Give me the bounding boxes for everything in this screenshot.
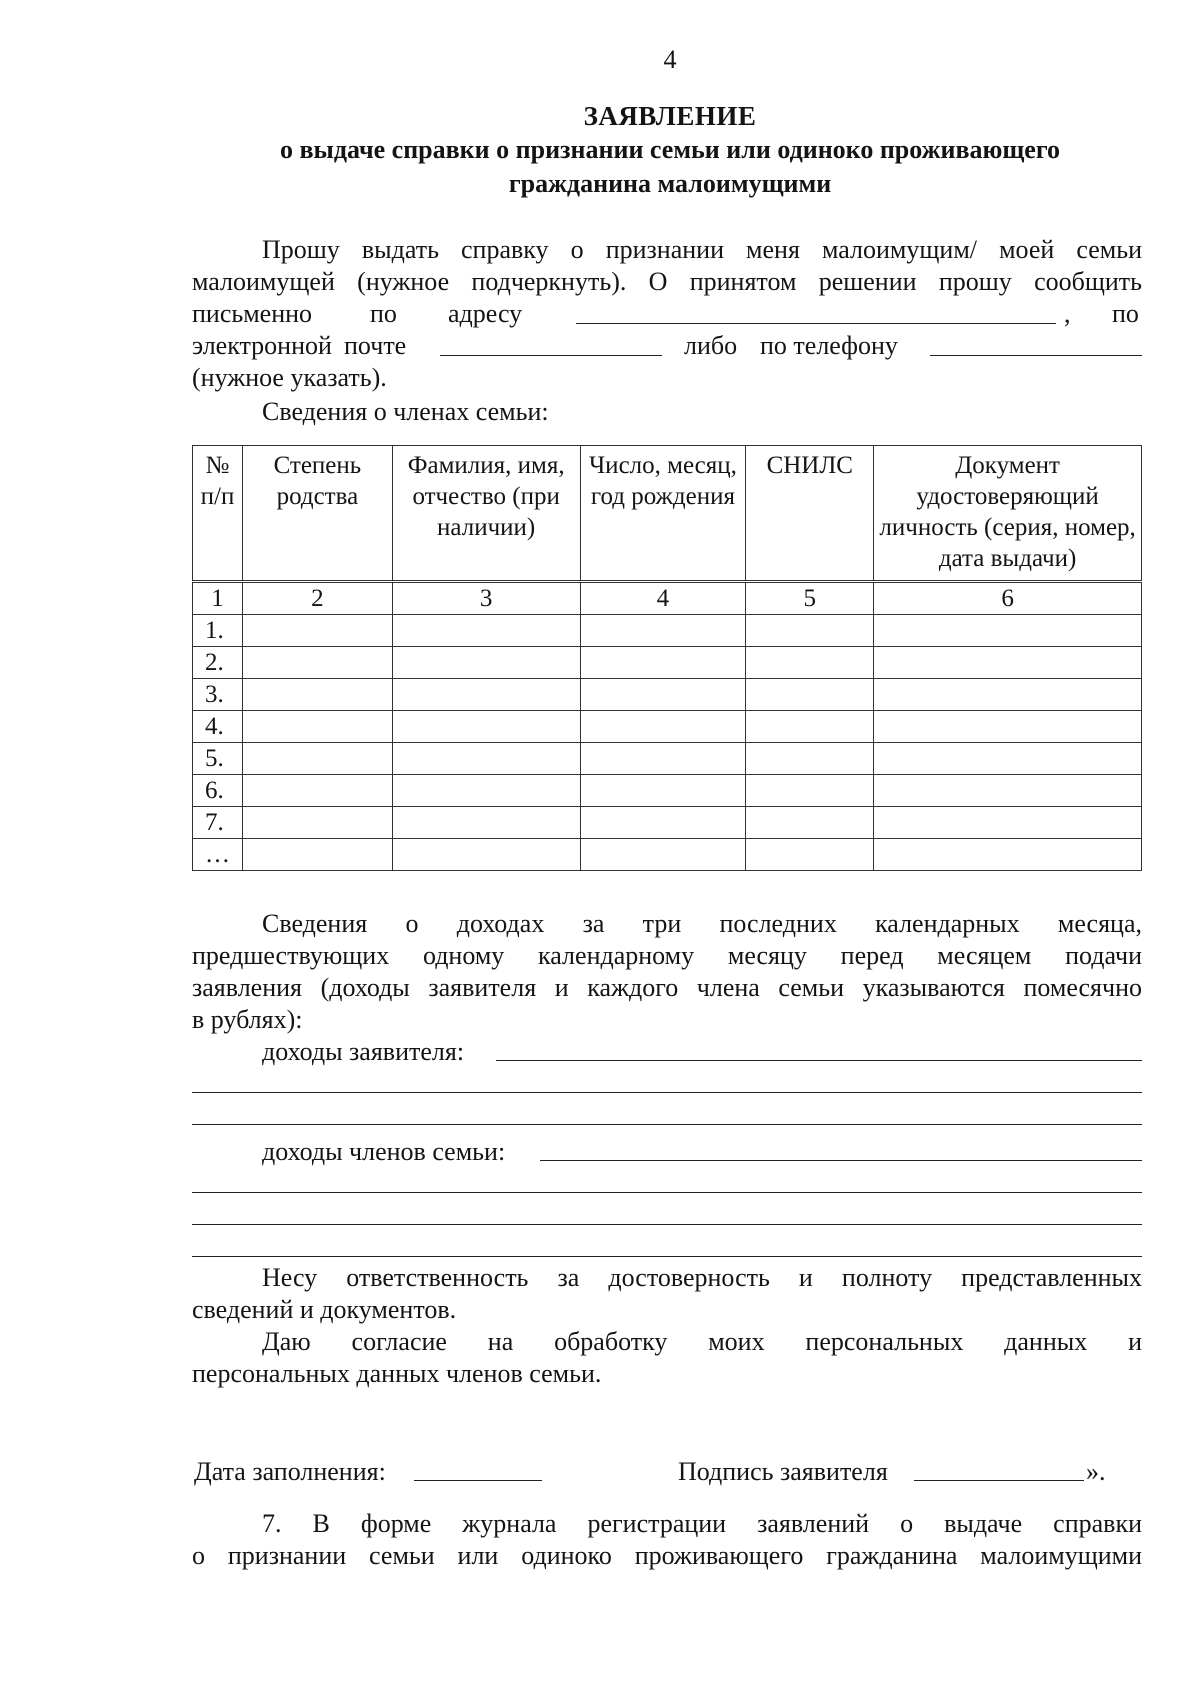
table-cell[interactable] xyxy=(746,743,874,775)
table-cell[interactable] xyxy=(746,775,874,807)
members-income-field-3[interactable] xyxy=(192,1224,1142,1225)
row-index: 5. xyxy=(193,743,243,775)
table-cell[interactable] xyxy=(392,615,580,647)
email-field[interactable] xyxy=(440,355,662,356)
request-word-po: по xyxy=(370,299,397,328)
income-line-2: предшествующих одному календарному месяцу перед месяцем подачи xyxy=(192,941,1142,970)
table-cell[interactable] xyxy=(580,679,746,711)
request-word-adresu: адресу xyxy=(448,299,523,328)
request-word-po-2: по xyxy=(1112,299,1139,328)
table-cell[interactable] xyxy=(392,743,580,775)
table-row xyxy=(193,807,1142,839)
table-cell[interactable] xyxy=(392,839,580,871)
responsibility-line-2: сведений и документов. xyxy=(192,1295,457,1324)
table-cell[interactable] xyxy=(580,647,746,679)
members-income-field-2[interactable] xyxy=(192,1192,1142,1193)
document-subtitle-line-1: о выдаче справки о признании семьи или одиноко проживающего xyxy=(280,135,1060,164)
income-line-4: в рублях): xyxy=(192,1005,303,1034)
column-numbers-row xyxy=(193,582,1142,615)
table-cell[interactable] xyxy=(746,679,874,711)
table-cell[interactable] xyxy=(580,615,746,647)
table-cell[interactable] xyxy=(874,807,1142,839)
applicant-income-field-3[interactable] xyxy=(192,1124,1142,1125)
table-row xyxy=(193,679,1142,711)
table-cell[interactable] xyxy=(874,679,1142,711)
members-income-field-4[interactable] xyxy=(192,1256,1142,1257)
table-cell[interactable] xyxy=(242,743,392,775)
request-comma: , xyxy=(1064,299,1071,328)
table-cell[interactable] xyxy=(392,679,580,711)
family-members-table xyxy=(192,445,1142,871)
column-number: 5 xyxy=(746,582,874,615)
row-index: 1. xyxy=(193,615,243,647)
header-relation: Степень родства xyxy=(242,446,392,582)
table-cell[interactable] xyxy=(580,807,746,839)
table-cell[interactable] xyxy=(746,839,874,871)
footer-line-2: о признании семьи или одиноко проживающего гражданина малоимущими xyxy=(192,1541,1142,1570)
request-word-libo: либо xyxy=(684,331,738,360)
table-cell[interactable] xyxy=(874,743,1142,775)
responsibility-line-1: Несу ответственность за достоверность и полноту представленных xyxy=(262,1263,1142,1292)
table-row xyxy=(193,743,1142,775)
table-cell[interactable] xyxy=(242,615,392,647)
table-cell[interactable] xyxy=(874,775,1142,807)
table-cell[interactable] xyxy=(392,711,580,743)
column-number: 1 xyxy=(193,582,243,615)
consent-line-1: Даю согласие на обработку моих персональных данных и xyxy=(262,1327,1142,1356)
request-word-pismenno: письменно xyxy=(192,299,313,328)
column-number: 3 xyxy=(392,582,580,615)
applicant-income-label: доходы заявителя: xyxy=(262,1037,465,1066)
members-income-label: доходы членов семьи: xyxy=(262,1137,506,1166)
applicant-income-field-2[interactable] xyxy=(192,1092,1142,1093)
table-cell[interactable] xyxy=(392,647,580,679)
table-cell[interactable] xyxy=(874,615,1142,647)
phone-field[interactable] xyxy=(930,355,1142,356)
request-word-elektronnoy: электронной xyxy=(192,331,332,360)
date-label: Дата заполнения: xyxy=(194,1457,386,1486)
income-line-1: Сведения о доходах за три последних календарных месяца, xyxy=(262,909,1142,938)
signature-end-quote: ». xyxy=(1086,1457,1106,1486)
table-cell[interactable] xyxy=(242,775,392,807)
column-number: 4 xyxy=(580,582,746,615)
table-cell[interactable] xyxy=(580,743,746,775)
page-number: 4 xyxy=(663,45,677,74)
request-word-pochte: почте xyxy=(344,331,407,360)
document-title: ЗАЯВЛЕНИЕ xyxy=(583,101,757,131)
table-cell[interactable] xyxy=(874,647,1142,679)
table-cell[interactable] xyxy=(580,839,746,871)
request-word-po-telefonu: по телефону xyxy=(760,331,898,360)
table-cell[interactable] xyxy=(392,807,580,839)
table-cell[interactable] xyxy=(580,711,746,743)
table-cell[interactable] xyxy=(392,775,580,807)
row-index: … xyxy=(193,839,243,871)
table-cell[interactable] xyxy=(746,807,874,839)
table-cell[interactable] xyxy=(874,839,1142,871)
table-row xyxy=(193,775,1142,807)
header-birth-date: Число, месяц, год рождения xyxy=(580,446,746,582)
request-line-1: Прошу выдать справку о признании меня малоимущим/ моей семьи xyxy=(262,235,1142,264)
row-index: 2. xyxy=(193,647,243,679)
header-id-document: Документ удостоверяющий личность (серия, номер, дата выдачи) xyxy=(874,446,1142,582)
document-subtitle-line-2: гражданина малоимущими xyxy=(508,169,832,198)
table-cell[interactable] xyxy=(242,647,392,679)
header-number: № п/п xyxy=(193,446,243,582)
address-field[interactable] xyxy=(576,323,1056,324)
row-index: 4. xyxy=(193,711,243,743)
request-line-2: малоимущей (нужное подчеркнуть). О принятом решении прошу сообщить xyxy=(192,267,1142,296)
table-header-row xyxy=(193,446,1142,582)
table-cell[interactable] xyxy=(242,679,392,711)
table-cell[interactable] xyxy=(746,647,874,679)
income-line-3: заявления (доходы заявителя и каждого члена семьи указываются помесячно xyxy=(192,973,1142,1002)
header-snils: СНИЛС xyxy=(746,446,874,582)
members-income-field-1[interactable] xyxy=(540,1160,1142,1161)
row-index: 7. xyxy=(193,807,243,839)
header-full-name: Фамилия, имя, отчество (при наличии) xyxy=(392,446,580,582)
row-index: 3. xyxy=(193,679,243,711)
request-line-5: (нужное указать). xyxy=(192,363,387,392)
table-row xyxy=(193,647,1142,679)
table-cell[interactable] xyxy=(580,775,746,807)
column-number: 6 xyxy=(874,582,1142,615)
table-cell[interactable] xyxy=(242,711,392,743)
table-row xyxy=(193,839,1142,871)
consent-line-2: персональных данных членов семьи. xyxy=(192,1359,602,1388)
table-cell[interactable] xyxy=(746,615,874,647)
column-number: 2 xyxy=(242,582,392,615)
table-cell[interactable] xyxy=(746,711,874,743)
table-row xyxy=(193,615,1142,647)
table-cell[interactable] xyxy=(242,807,392,839)
footer-line-1: 7. В форме журнала регистрации заявлений о выдаче справки xyxy=(262,1509,1142,1538)
row-index: 6. xyxy=(193,775,243,807)
date-field[interactable] xyxy=(414,1480,542,1481)
signature-field[interactable] xyxy=(914,1480,1084,1481)
table-cell[interactable] xyxy=(242,839,392,871)
applicant-income-field-1[interactable] xyxy=(496,1060,1142,1061)
signature-label: Подпись заявителя xyxy=(678,1457,888,1486)
table-row xyxy=(193,711,1142,743)
table-cell[interactable] xyxy=(874,711,1142,743)
family-heading: Сведения о членах семьи: xyxy=(262,397,549,426)
